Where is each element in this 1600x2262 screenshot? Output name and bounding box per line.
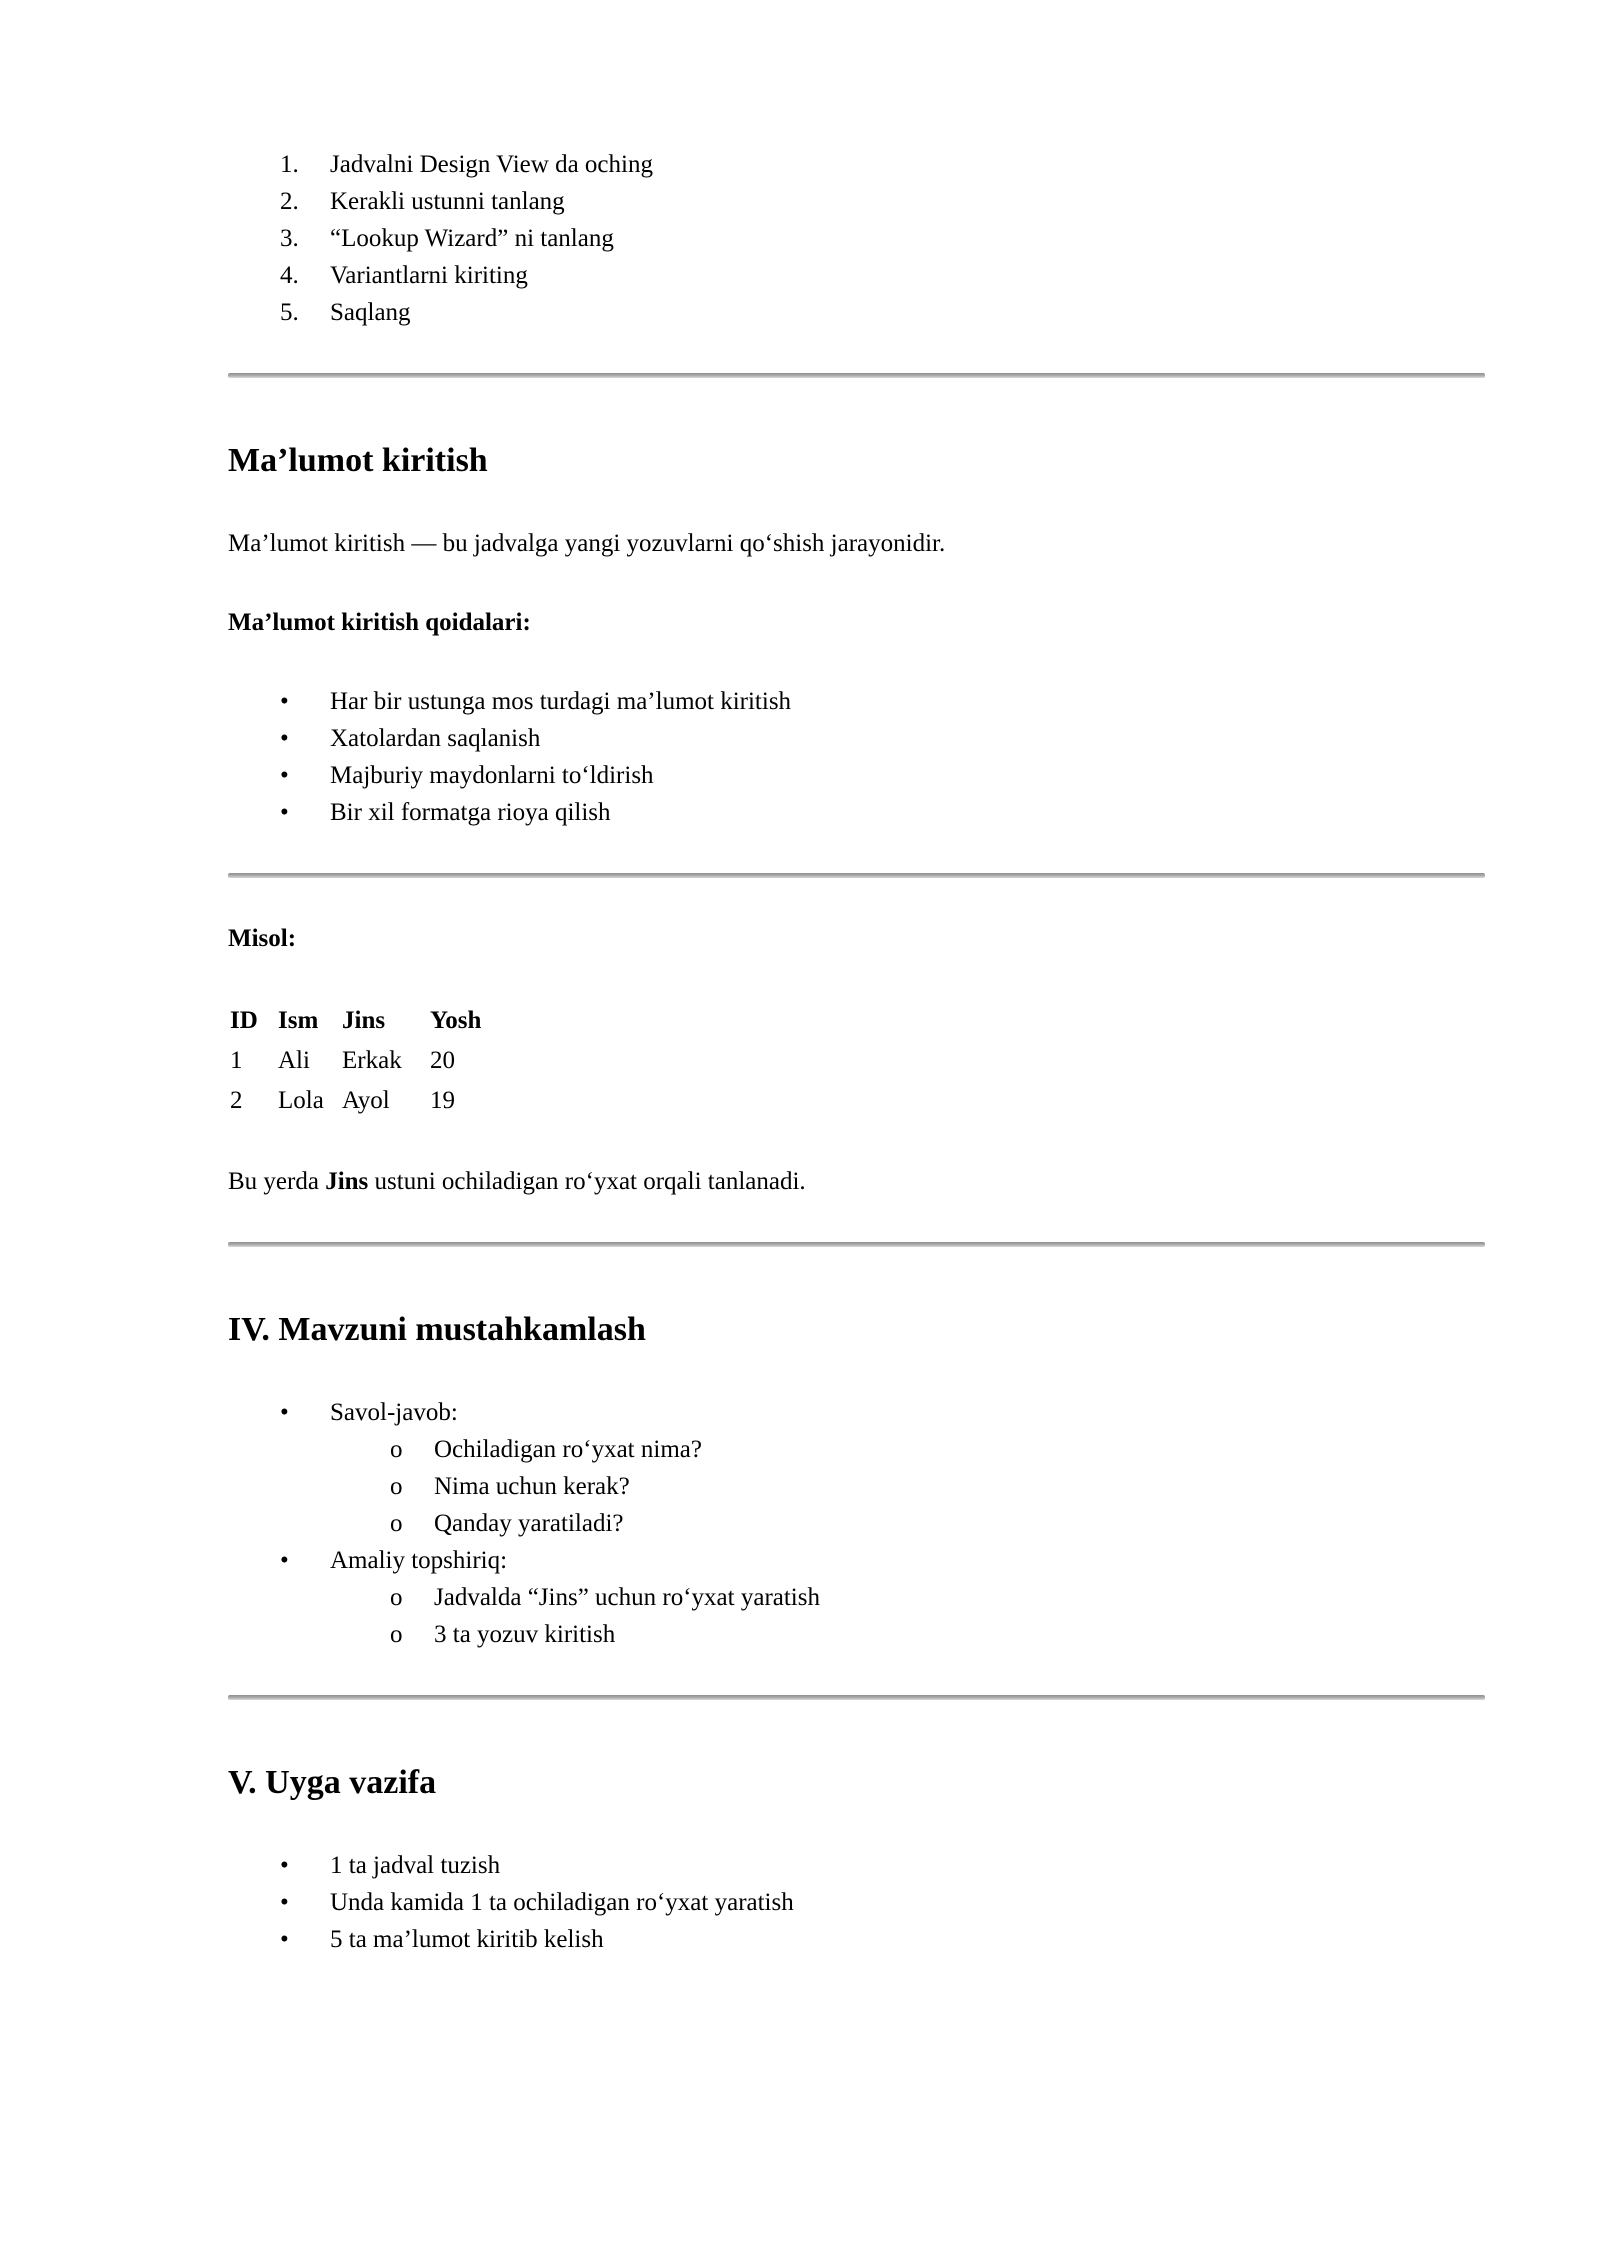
table-cell: Lola	[278, 1087, 324, 1114]
rule-item	[228, 683, 1485, 720]
steps-list	[228, 146, 1485, 331]
sub-item-text: Ochiladigan ro‘yxat nima?	[434, 1436, 702, 1463]
list-item-label: Amaliy topshiriq:	[330, 1547, 508, 1574]
reinforcement-list	[228, 1394, 1485, 1653]
example-table	[230, 1001, 492, 1121]
step-item	[228, 183, 1485, 220]
heading-malumot-kiritish: Ma’lumot kiritish	[228, 442, 488, 479]
note-bold-term: Jins	[325, 1168, 369, 1195]
step-number: 4.	[280, 262, 299, 289]
rule-item	[228, 794, 1485, 831]
misol-label: Misol:	[228, 925, 297, 952]
sub-item-text: Nima uchun kerak?	[434, 1473, 630, 1500]
sub-bullet-icon: o	[390, 1510, 403, 1537]
table-header-ism: Ism	[278, 1007, 319, 1034]
sub-bullet-icon: o	[390, 1584, 403, 1611]
rule-item	[228, 720, 1485, 757]
sub-list-item	[228, 1616, 1485, 1653]
heading-v-uyga-vazifa: V. Uyga vazifa	[228, 1764, 437, 1801]
sub-list-item	[228, 1505, 1485, 1542]
sub-list-item	[228, 1431, 1485, 1468]
list-item-amaliy-topshiriq	[228, 1542, 1485, 1579]
step-number: 2.	[280, 188, 299, 215]
list-item-savol-javob	[228, 1394, 1485, 1431]
bullet-icon: •	[280, 725, 289, 752]
rule-item	[228, 757, 1485, 794]
step-number: 1.	[280, 151, 299, 178]
bullet-icon: •	[280, 1547, 289, 1574]
section-divider	[228, 1242, 1485, 1247]
step-text: Jadvalni Design View da oching	[330, 151, 653, 178]
table-cell: 20	[430, 1047, 455, 1074]
section-divider	[228, 1695, 1485, 1700]
note-paragraph	[228, 1163, 1485, 1200]
bullet-icon: •	[280, 1926, 289, 1953]
bullet-icon: •	[280, 799, 289, 826]
section-divider	[228, 873, 1485, 878]
heading-iv-mavzuni-mustahkamlash: IV. Mavzuni mustahkamlash	[228, 1311, 646, 1348]
rule-text: Majburiy maydonlarni to‘ldirish	[330, 762, 654, 789]
sub-item-text: Jadvalda “Jins” uchun ro‘yxat yaratish	[434, 1584, 820, 1611]
list-item-label: Savol-javob:	[330, 1399, 458, 1426]
table-cell: 1	[230, 1047, 243, 1074]
rules-label: Ma’lumot kiritish qoidalari:	[228, 609, 531, 636]
table-cell: 19	[430, 1087, 455, 1114]
sub-bullet-icon: o	[390, 1473, 403, 1500]
bullet-icon: •	[280, 762, 289, 789]
homework-text: 5 ta ma’lumot kiritib kelish	[330, 1926, 604, 1953]
table-row	[230, 1041, 492, 1081]
bullet-icon: •	[280, 1399, 289, 1426]
table-header-jins: Jins	[342, 1007, 386, 1034]
rules-list	[228, 683, 1485, 831]
table-cell: Ali	[278, 1047, 310, 1074]
rule-text: Har bir ustunga mos turdagi ma’lumot kiritish	[330, 688, 792, 715]
homework-text: 1 ta jadval tuzish	[330, 1852, 501, 1879]
bullet-icon: •	[280, 688, 289, 715]
sub-bullet-icon: o	[390, 1436, 403, 1463]
step-item	[228, 257, 1485, 294]
note-prefix: Bu yerda	[228, 1168, 326, 1195]
step-number: 5.	[280, 299, 299, 326]
table-header-yosh: Yosh	[430, 1007, 482, 1034]
step-text: “Lookup Wizard” ni tanlang	[330, 225, 614, 252]
step-text: Kerakli ustunni tanlang	[330, 188, 565, 215]
table-cell: Ayol	[342, 1087, 390, 1114]
homework-item	[228, 1884, 1485, 1921]
intro-paragraph: Ma’lumot kiritish — bu jadvalga yangi yozuvlarni qo‘shish jarayonidir.	[228, 530, 946, 557]
step-item	[228, 146, 1485, 183]
note-suffix: ustuni ochiladigan ro‘yxat orqali tanlanadi.	[368, 1168, 806, 1195]
rule-text: Bir xil formatga rioya qilish	[330, 799, 611, 826]
sub-item-text: Qanday yaratiladi?	[434, 1510, 624, 1537]
step-item	[228, 220, 1485, 257]
step-text: Saqlang	[330, 299, 411, 326]
table-header-id: ID	[230, 1007, 258, 1034]
sub-bullet-icon: o	[390, 1621, 403, 1648]
table-header-row	[230, 1001, 492, 1041]
table-cell: 2	[230, 1087, 243, 1114]
homework-item	[228, 1847, 1485, 1884]
section-divider	[228, 373, 1485, 378]
sub-item-text: 3 ta yozuv kiritish	[434, 1621, 616, 1648]
step-number: 3.	[280, 225, 299, 252]
sub-list-item	[228, 1579, 1485, 1616]
sub-list-item	[228, 1468, 1485, 1505]
bullet-icon: •	[280, 1852, 289, 1879]
homework-text: Unda kamida 1 ta ochiladigan ro‘yxat yaratish	[330, 1889, 794, 1916]
table-cell: Erkak	[342, 1047, 402, 1074]
rule-text: Xatolardan saqlanish	[330, 725, 541, 752]
step-item	[228, 294, 1485, 331]
step-text: Variantlarni kiriting	[330, 262, 528, 289]
homework-item	[228, 1921, 1485, 1958]
homework-list	[228, 1847, 1485, 1958]
table-row	[230, 1081, 492, 1121]
bullet-icon: •	[280, 1889, 289, 1916]
